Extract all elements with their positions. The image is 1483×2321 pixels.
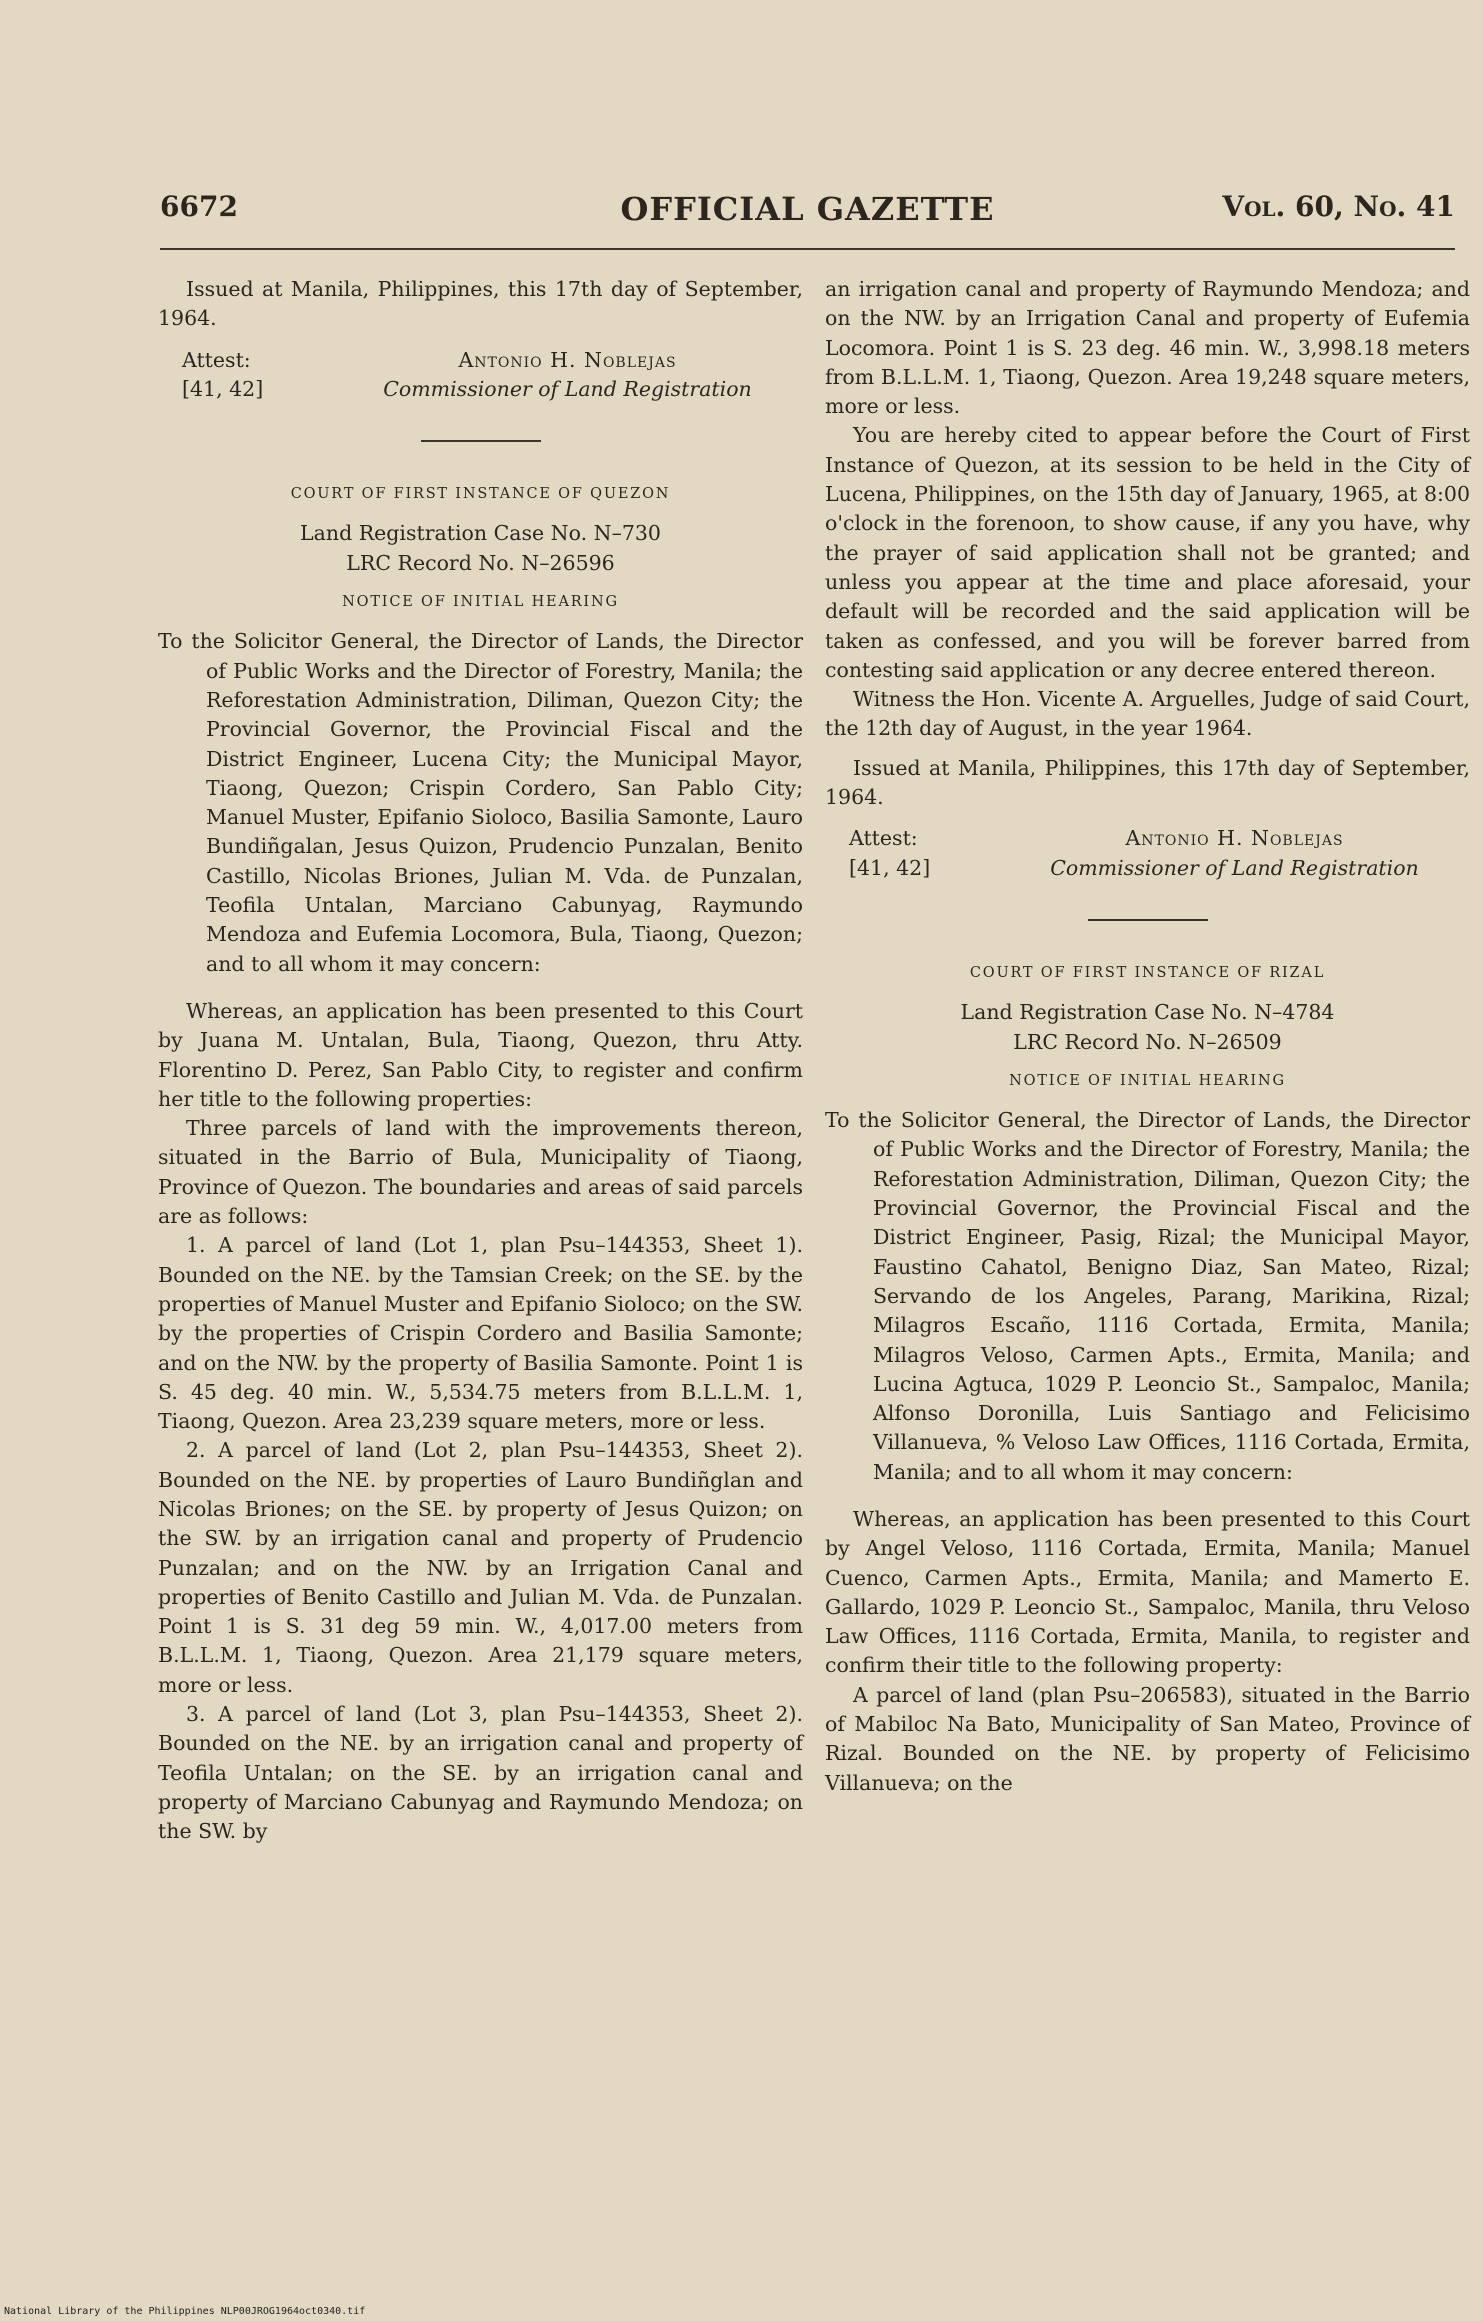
attest-title: Commissioner of Land Registration [1050,855,1419,880]
cited-paragraph: You are hereby cited to appear before the Court of First Instance of Quezon, at its session to be held in the City of Lucena, Philippines, on the 15th day of January, 1965, at 8:00 o'clock in the forenoon, to show cause, if any you have, why the prayer of said application shall not be granted; and unless you appear at the time and place aforesaid, your default will be recorded and the said application will be taken as confessed, and you will be forever barred from contesting said application or any decree entered thereon. [825,423,1470,682]
right-column [825,275,1470,1798]
attest-block [182,346,803,405]
section-divider [421,440,541,442]
attest-label: Attest: [182,347,251,372]
attest-block [849,824,1470,883]
lrc-record: LRC Record No. N–26596 [346,550,615,575]
issued-text: Issued at Manila, Philippines, this 17th day of September, 1964. [158,277,803,331]
parcel-3: 3. A parcel of land (Lot 3, plan Psu–144353, Sheet 2). Bounded on the NE. by an irrigation canal and property of Teofila Untalan; on the SE. by an irrigation canal and property of Marciano Cabunyag and Raymundo Mendoza; on the SW. by [158,1702,803,1844]
witness-paragraph: Witness the Hon. Vicente A. Arguelles, Judge of said Court, the 12th day of August, in the year 1964. [825,687,1470,741]
issued-text: Issued at Manila, Philippines, this 17th day of September, 1964. [825,755,1470,810]
parcel-description: A parcel of land (plan Psu–206583), situated in the Barrio of Mabiloc Na Bato, Municipality of San Mateo, Province of Rizal. Bounded on the NE. by property of Felicisimo Villanueva; on the [825,1682,1470,1795]
scan-footer: National Library of the Philippines NLP00JROG1964oct0340.tif [4,2306,366,2317]
whereas-paragraph: Whereas, an application has been presented to this Court by Angel Veloso, 1116 Cortada, Ermita, Manila; Manuel Cuenco, Carmen Apts., Ermita, Manila; and Mamerto E. Gallardo, 1029 P. Leoncio St., Sampaloc, Manila, thru Veloso Law Offices, 1116 Cortada, Ermita, Manila, to register and confirm their title to the following property: [825,1506,1470,1678]
attest-name: Antonio H. Noblejas [458,347,677,372]
parcels-intro: Three parcels of land with the improvements thereon, situated in the Barrio of Bula, Municipality of Tiaong, Province of Quezon. The boundaries and areas of said parcels are as follows: [158,1116,803,1229]
page-header [160,190,1455,240]
publication-title: OFFICIAL GAZETTE [620,190,995,228]
notice-heading: NOTICE OF INITIAL HEARING [1009,1072,1286,1089]
court-heading: COURT OF FIRST INSTANCE OF RIZAL [969,964,1326,981]
header-rule [160,248,1455,250]
attest-ref: [41, 42] [849,855,931,880]
parcel-2: 2. A parcel of land (Lot 2, plan Psu–144353, Sheet 2). Bounded on the NE. by properties of Lauro Bundiñglan and Nicolas Briones; on the SE. by property of Jesus Quizon; on the SW. by an irrigation canal and property of Prudencio Punzalan; and on the NW. by an Irrigation Canal and properties of Benito Castillo and Julian M. Vda. de Punzalan. Point 1 is S. 31 deg 59 min. W., 4,017.00 meters from B.L.L.M. 1, Tiaong, Quezon. Area 21,179 square meters, more or less. [158,1438,803,1697]
left-column [158,275,803,1847]
lrc-record: LRC Record No. N–26509 [1013,1029,1282,1054]
court-heading: COURT OF FIRST INSTANCE OF QUEZON [290,486,671,503]
whereas-paragraph: Whereas, an application has been presented to this Court by Juana M. Untalan, Bula, Tiaong, Quezon, thru Atty. Florentino D. Perez, San Pablo City, to register and confirm her title to the following properties: [158,998,803,1111]
notice-heading: NOTICE OF INITIAL HEARING [342,594,619,611]
parcel-1: 1. A parcel of land (Lot 1, plan Psu–144353, Sheet 1). Bounded on the NE. by the Tamsian Creek; on the SE. by the properties of Manuel Muster and Epifanio Sioloco; on the SW. by the properties of Crispin Cordero and Basilia Samonte; and on the NW. by the property of Basilia Samonte. Point 1 is S. 45 deg. 40 min. W., 5,534.75 meters from B.L.L.M. 1, Tiaong, Quezon. Area 23,239 square meters, more or less. [158,1233,803,1434]
page-number: 6672 [160,190,238,223]
addressees: To the Solicitor General, the Director of Lands, the Director of Public Works and the Director of Forestry, Manila; the Reforestation Administration, Diliman, Quezon City; the Provincial Governor, the Provincial Fiscal and the District Engineer, Pasig, Rizal; the Municipal Mayor, Faustino Cahatol, Benigno Diaz, San Mateo, Rizal; Servando de los Angeles, Parang, Marikina, Rizal; Milagros Escaño, 1116 Cortada, Ermita, Manila; Milagros Veloso, Carmen Apts., Ermita, Manila; and Lucina Agtuca, 1029 P. Leoncio St., Sampaloc, Manila; Alfonso Doronilla, Luis Santiago and Felicisimo Villanueva, % Veloso Law Offices, 1116 Cortada, Ermita, Manila; and to all whom it may concern: [825,1108,1470,1484]
attest-title: Commissioner of Land Registration [383,376,752,401]
case-number: Land Registration Case No. N–4784 [960,1000,1335,1025]
volume-number: Vol. 60, No. 41 [1222,190,1455,223]
case-number: Land Registration Case No. N–730 [300,521,661,546]
attest-ref: [41, 42] [182,376,264,401]
section-divider [1088,919,1208,921]
attest-label: Attest: [849,826,918,851]
attest-name: Antonio H. Noblejas [1125,826,1344,851]
parcel-3-continued: an irrigation canal and property of Raymundo Mendoza; and on the NW. by an Irrigation Canal and property of Eufemia Locomora. Point 1 is S. 23 deg. 46 min. W., 3,998.18 meters from B.L.L.M. 1, Tiaong, Quezon. Area 19,248 square meters, more or less. [825,277,1470,419]
addressees: To the Solicitor General, the Director of Lands, the Director of Public Works and the Director of Forestry, Manila; the Reforestation Administration, Diliman, Quezon City; the Provincial Governor, the Provincial Fiscal and the District Engineer, Lucena City; the Municipal Mayor, Tiaong, Quezon; Crispin Cordero, San Pablo City; Manuel Muster, Epifanio Sioloco, Basilia Samonte, Lauro Bundiñgalan, Jesus Quizon, Prudencio Punzalan, Benito Castillo, Nicolas Briones, Julian M. Vda. de Punzalan, Teofila Untalan, Marciano Cabunyag, Raymundo Mendoza and Eufemia Locomora, Bula, Tiaong, Quezon; and to all whom it may concern: [158,629,803,976]
